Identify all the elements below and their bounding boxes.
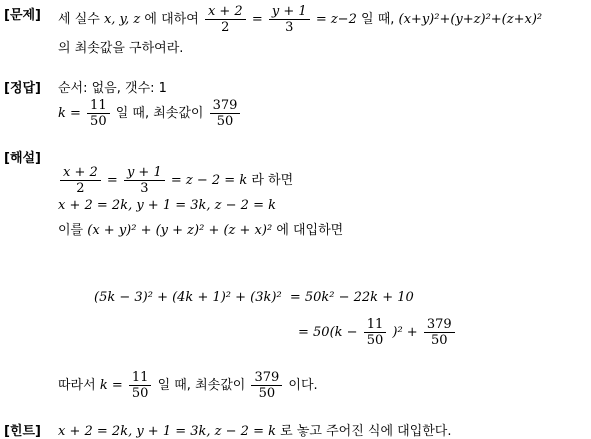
final-min-frac: $\frac{379}{50}$ <box>251 370 282 401</box>
solution-eq3-expr: (x + y)² + (y + z)² + (z + x)² <box>87 223 273 238</box>
problem-eq-tail: = z−2 <box>315 12 357 27</box>
answer-k-eq: k = <box>58 106 81 121</box>
final-mid: 일 때, 최솟값이 <box>157 378 246 393</box>
answer-text: 일 때, 최솟값이 <box>115 106 204 121</box>
problem-text-1: 세 실수 <box>58 12 100 27</box>
problem-frac-y: $\frac{y + 1}{3}$ <box>269 4 310 35</box>
solution-eq2: x + 2 = 2k, y + 1 = 3k, z − 2 = k <box>58 198 276 213</box>
solution-label: [해설] <box>4 151 41 166</box>
answer-label: [정답] <box>4 81 41 96</box>
solution-big-equation <box>94 290 414 305</box>
final-k-frac: $\frac{11}{50}$ <box>129 370 152 401</box>
problem-text-4: 의 최솟값을 구하여라. <box>58 41 184 56</box>
hint-eq: x + 2 = 2k, y + 1 = 3k, z − 2 = k <box>58 424 276 439</box>
solution-eq1-text: 라 하면 <box>251 173 294 188</box>
final-post: 이다. <box>288 378 318 393</box>
problem-vars: x, y, z <box>103 12 141 27</box>
problem-text-2: 에 대하여 <box>144 12 199 27</box>
final-k: k = <box>99 378 123 393</box>
solution-eq3-pre: 이를 <box>58 223 84 238</box>
solution-frac-y: $\frac{y + 1}{3}$ <box>124 165 165 196</box>
final-pre: 따라서 <box>58 378 96 393</box>
hint-text: 로 놓고 주어진 식에 대입한다. <box>280 424 452 439</box>
solution-frac-x: $\frac{x + 2}{2}$ <box>60 165 101 196</box>
big-eq-rhs-1: = 50k² − 22k + 10 <box>289 290 414 305</box>
answer-meta: 순서: 없음, 갯수: 1 <box>58 81 167 96</box>
worksheet-page: [문제] 세 실수 x, y, z 에 대하여 $\frac{x + 2}{2}$ = $\frac{y + 1}{3}$ = z−2 일 때, (x+y)²+(y+z)²+(z+x)² 의 최솟값을 구하여라. [정답] 순서: 없음, 갯수: 1 k = $\frac{11}{50}$ 일 때, 최솟값이 $\frac{379}{50}$ [해설] $\frac{x + 2}{2}$ = $\frac{y + 1}{3}$ = z − 2 = k 라 하면 x + 2 = 2k, y + 1 = 3k, z − 2 = k 이를 (x + y)² + (y + z)² + (z + x)² 에 대입하면 (5k − 3)² + (4k + 1)² + (3k)² = 50k² − 22k + 10 = 50(k − $\frac{11}{50}$ )² + $\frac{379}{50}$ 따라서 k = $\frac{11}{50}$ 일 때, 최솟값이 $\frac{379}{50}$ 이다. [힌트] x + 2 = 2k, y + 1 = 3k, z − 2 = k 로 놓고 주어진 식에 대입한다. <box>4 4 543 439</box>
problem-label: [문제] <box>4 8 41 23</box>
hint-label: [힌트] <box>4 424 41 439</box>
problem-text-3: 일 때, <box>361 12 395 27</box>
big-eq-lhs: (5k − 3)² + (4k + 1)² + (3k)² <box>94 290 282 305</box>
solution-eq1-tail: = z − 2 = k <box>170 173 248 188</box>
solution-eq3-post: 에 대입하면 <box>276 223 344 238</box>
problem-frac-x: $\frac{x + 2}{2}$ <box>205 4 246 35</box>
solution-big-equation-2: = 50(k − $\frac{11}{50}$ )² + $\frac{379}{50}$ <box>298 317 457 348</box>
answer-min-frac: $\frac{379}{50}$ <box>210 98 241 129</box>
problem-expr: (x+y)²+(y+z)²+(z+x)² <box>398 12 543 27</box>
answer-k-frac: $\frac{11}{50}$ <box>87 98 110 129</box>
